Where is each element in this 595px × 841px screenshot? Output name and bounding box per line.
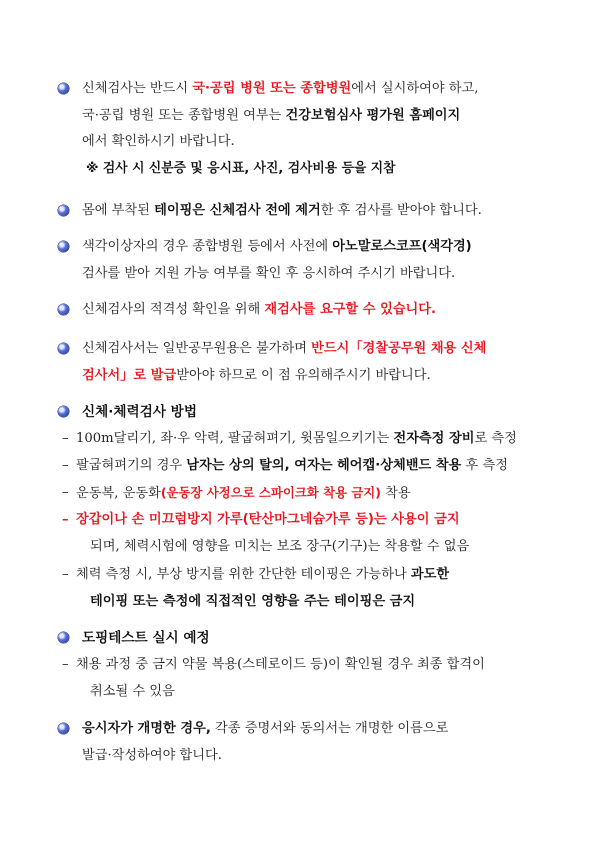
blue-bullet-icon (58, 83, 69, 94)
notice-note: ※ 검사 시 신분증 및 응시표, 사진, 검사비용 등을 지참 (86, 160, 396, 176)
notice-police-certificate (60, 336, 550, 389)
text-line: 장갑이나 손 미끄럼방지 가루(탄산마그네슘가루 등)는 사용이 금지 (76, 512, 460, 527)
text-line: 응시자가 개명한 경우, 각종 증명서와 동의서는 개명한 이름으로 (82, 721, 449, 736)
text-line: 100m달리기, 좌·우 악력, 팔굽혀펴기, 윗몸일으키기는 전자측정 장비로 측정 (76, 431, 517, 446)
sub-item (62, 507, 546, 560)
dash-marker: – (62, 567, 69, 582)
text-line: 취소될 수 있음 (90, 683, 175, 699)
blue-bullet-icon (58, 205, 69, 216)
text-line: 발급·작성하여야 합니다. (82, 747, 222, 763)
blue-bullet-icon (58, 241, 69, 252)
section-heading: 신체·체력검사 방법 (82, 404, 197, 420)
section-heading: 도핑테스트 실시 예정 (82, 630, 210, 646)
notice-color-vision (60, 234, 550, 287)
section-physical-test-methods (60, 399, 550, 426)
sub-item (62, 426, 546, 453)
notice-reexam (60, 297, 550, 324)
text-line: 신체검사의 적격성 확인을 위해 재검사를 요구할 수 있습니다. (82, 302, 437, 317)
notice-taping-removal (60, 198, 550, 225)
sub-item (62, 453, 546, 480)
dash-marker: – (62, 657, 69, 672)
text-line: 신체검사는 반드시 국·공립 병원 또는 종합병원에서 실시하여야 하고, (82, 81, 479, 96)
blue-bullet-icon (58, 632, 69, 643)
text-line: 검사를 받아 지원 가능 여부를 확인 후 응시하여 주시기 바랍니다. (82, 265, 456, 281)
dash-marker: – (62, 458, 69, 473)
text-line: 팔굽혀펴기의 경우 남자는 상의 탈의, 여자는 헤어캡·상체밴드 착용 후 측정 (76, 458, 508, 473)
text-line: 색각이상자의 경우 종합병원 등에서 사전에 아노말로스코프(색각경) (82, 239, 472, 254)
sub-item (62, 652, 546, 705)
sub-item (62, 562, 546, 615)
text-line: 테이핑 또는 측정에 직접적인 영향을 주는 테이핑은 금지 (90, 593, 416, 609)
text-line: 운동복, 운동화(운동장 사정으로 스파이크화 착용 금지) 착용 (76, 485, 411, 501)
section-doping-test (60, 625, 550, 652)
blue-bullet-icon (58, 723, 69, 734)
notice-medical-exam-hospital (60, 76, 550, 182)
text-line: 체력 측정 시, 부상 방지를 위한 간단한 테이핑은 가능하나 과도한 (76, 567, 450, 582)
dash-marker: – (62, 512, 69, 527)
blue-bullet-icon (58, 304, 69, 315)
text-line: 에서 확인하시기 바랍니다. (82, 134, 235, 149)
blue-bullet-icon (58, 343, 69, 354)
notice-name-change (60, 716, 550, 769)
sub-item (62, 480, 546, 508)
dash-marker: – (62, 485, 69, 500)
text-line: 채용 과정 중 금지 약물 복용(스테로이드 등)이 확인될 경우 최종 합격이 (76, 657, 485, 672)
dash-marker: – (62, 431, 69, 446)
text-line: 신체검사서는 일반공무원용은 불가하며 반드시「경찰공무원 채용 신체 (82, 341, 487, 356)
text-line: 몸에 부착된 테이핑은 신체검사 전에 제거한 후 검사를 받아야 합니다. (82, 203, 482, 218)
text-line: 검사서」로 발급받아야 하므로 이 점 유의해주시기 바랍니다. (82, 367, 431, 383)
blue-bullet-icon (58, 406, 69, 417)
text-line: 국·공립 병원 또는 종합병원 여부는 건강보험심사 평가원 홈페이지 (82, 107, 461, 123)
text-line: 되며, 체력시험에 영향을 미치는 보조 장구(기구)는 착용할 수 없음 (90, 538, 470, 554)
